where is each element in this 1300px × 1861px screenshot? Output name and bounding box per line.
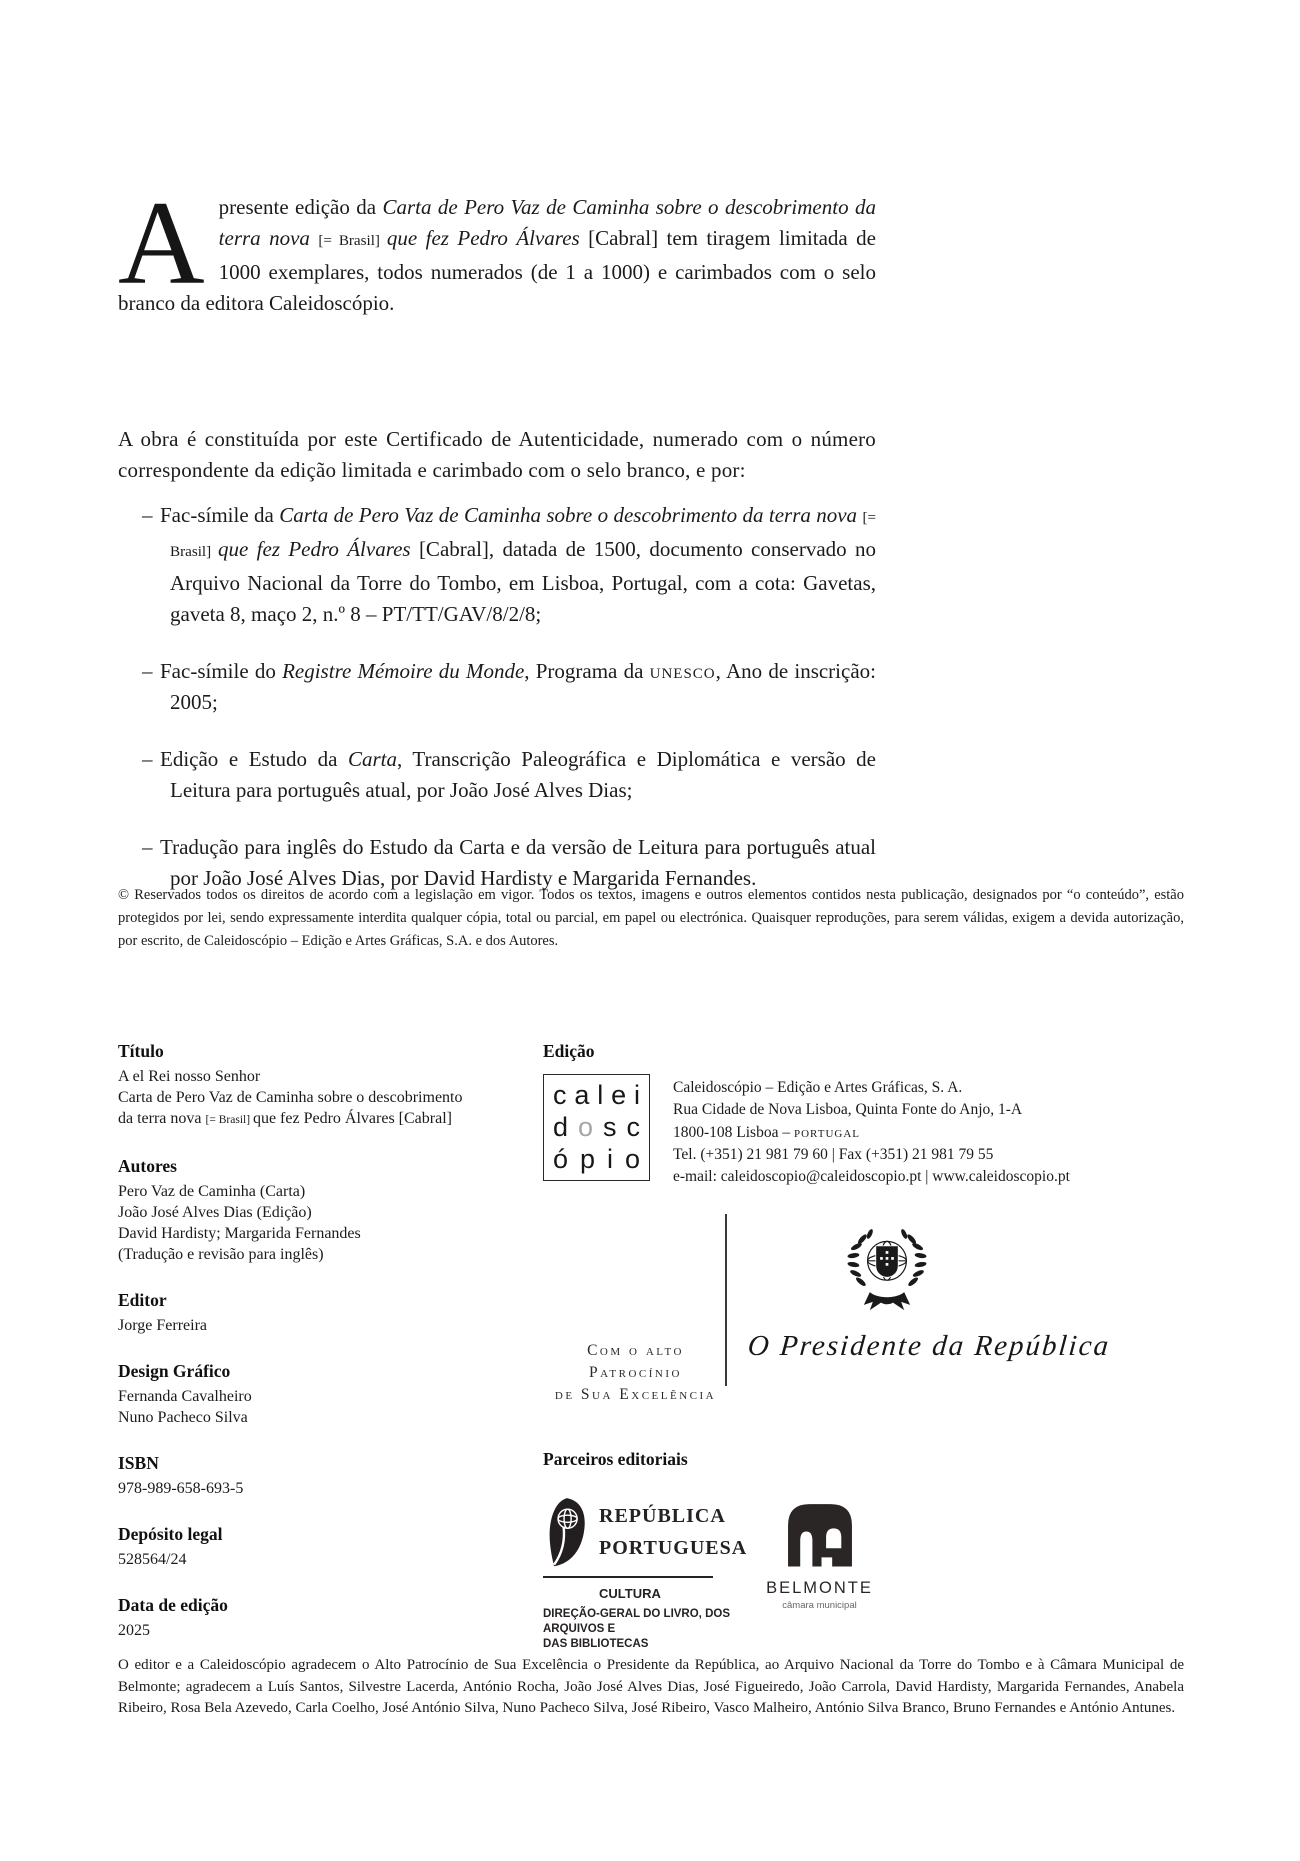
edicao-heading: Edição	[543, 1041, 595, 1061]
belmonte-wordmark: BELMONTE	[766, 1579, 873, 1597]
logo-row: d o s c	[553, 1112, 640, 1142]
publisher-address	[673, 1074, 1070, 1188]
republica-line: REPÚBLICA	[599, 1505, 726, 1527]
caleidoscopio-logo	[543, 1074, 650, 1181]
address-line: e-mail: caleidoscopio@caleidoscopio.pt | www.caleidoscopio.pt	[673, 1168, 1070, 1186]
parceiros-section	[543, 1448, 1188, 1650]
republica-leaf-icon	[543, 1496, 589, 1570]
certificate-paragraph: A obra é constituída por este Certificado de Autenticidade, numerado com o número correspondente da edição limitada e carimbado com o selo branco, e por:	[118, 427, 876, 482]
field-line: Nuno Pacheco Silva	[118, 1409, 248, 1426]
field-editor	[118, 1289, 518, 1336]
field-line: da terra nova [= Brasil] que fez Pedro Álvares [Cabral]	[118, 1110, 452, 1127]
partners-row	[543, 1496, 1188, 1650]
field-line: 528564/24	[118, 1551, 187, 1568]
address-line: Caleidoscópio – Edição e Artes Gráficas, S. A.	[673, 1079, 963, 1096]
field-heading: ISBN	[118, 1453, 159, 1473]
edition-paragraph-text: presente edição da Carta de Pero Vaz de Caminha sobre o descobrimento da terra nova [= Brasil] que fez Pedro Álvares [Cabral] tem tiragem limitada de 1000 exemplares, todos numerados (de 1 a 1000) e carimbados com o selo branco da editora Caleidoscópio.	[118, 195, 876, 315]
list-item-text: Fac-símile do Registre Mémoire du Monde, Programa da unesco, Ano de inscrição: 2005;	[160, 659, 876, 714]
footer-acknowledgments: O editor e a Caleidoscópio agradecem o Alto Patrocínio de Sua Excelência o Presidente da República, ao Arquivo Nacional da Torre do Tombo e à Câmara Municipal de Belmonte; agradecem a Luís Santos, Silvestre Lacerda, António Rocha, João José Alves Dias, José Figueiredo, João Carrola, David Hardisty, Margarida Fernandes, Anabela Ribeiro, Rosa Bela Azevedo, Carla Coelho, José António Silva, Nuno Pacheco Silva, José Ribeiro, Vasco Malheiro, António Silva Branco, Bruno Fernandes e António Antunes.	[118, 1657, 1184, 1716]
parceiros-heading: Parceiros editoriais	[543, 1449, 688, 1469]
field-isbn	[118, 1452, 518, 1499]
drop-cap: A	[118, 176, 205, 309]
field-line: Fernanda Cavalheiro	[118, 1388, 252, 1405]
edicao-section	[543, 1040, 1188, 1188]
republica-rule	[543, 1576, 713, 1578]
patronage-text	[543, 1340, 728, 1406]
field-heading: Título	[118, 1041, 164, 1061]
intro-section	[118, 176, 877, 920]
republica-wordmark	[599, 1496, 747, 1560]
list-dash: –	[142, 659, 153, 683]
field-line: (Tradução e revisão para inglês)	[118, 1246, 324, 1263]
patronage-line: de Sua Excelência	[554, 1386, 717, 1403]
patronage-line: Com o alto Patrocínio	[587, 1342, 684, 1381]
field-line: David Hardisty; Margarida Fernandes	[118, 1225, 361, 1242]
address-line: Tel. (+351) 21 981 79 60 | Fax (+351) 21 981 79 55	[673, 1145, 994, 1163]
field-heading: Depósito legal	[118, 1524, 223, 1544]
field-design-grafico	[118, 1360, 518, 1428]
field-heading: Design Gráfico	[118, 1361, 231, 1381]
field-heading: Editor	[118, 1290, 167, 1310]
field-line: A el Rei nosso Senhor	[118, 1068, 261, 1085]
belmonte-sub-label: câmara municipal	[782, 1600, 857, 1611]
list-dash: –	[142, 835, 153, 859]
field-line: 2025	[118, 1622, 150, 1639]
field-deposito-legal	[118, 1523, 518, 1570]
portuguese-republic-crest-icon	[831, 1218, 943, 1326]
republica-cultura-label: CULTURA	[599, 1586, 661, 1601]
contents-list	[142, 500, 876, 894]
belmonte-logo	[757, 1498, 882, 1611]
address-line: 1800-108 Lisboa – portugal	[673, 1123, 860, 1141]
copyright-notice: © Reservados todos os direitos de acordo com a legislação em vigor. Todos os textos, imagens e outros elementos contidos nesta publicação, designados por “o conteúdo”, estão protegidos por lei, sendo expressamente interdita qualquer cópia, total ou parcial, em papel ou electrónica. Quaisquer reproduções, para serem válidas, exigem a devida autorização, por escrito, de Caleidoscópio – Edição e Artes Gráficas, S.A. e dos Autores.	[118, 887, 1184, 949]
presidential-signature: O Presidente da República	[746, 1330, 1112, 1362]
vertical-divider	[725, 1214, 727, 1386]
republica-direcao-label	[543, 1607, 768, 1652]
field-autores	[118, 1155, 518, 1265]
field-line: Jorge Ferreira	[118, 1317, 207, 1334]
colophon-left-column	[118, 1040, 518, 1665]
list-item-text: Fac-símile da Carta de Pero Vaz de Caminha sobre o descobrimento da terra nova [= Brasil] que fez Pedro Álvares [Cabral], datada de 1500, documento conservado no Arquivo Nacional da Torre do Tombo, em Lisboa, Portugal, com a cota: Gavetas, gaveta 8, maço 2, n.º 8 – PT/TT/GAV/8/2/8;	[160, 503, 877, 626]
republica-sub-line: DAS BIBLIOTECAS	[543, 1638, 649, 1650]
republica-sub-line: DIREÇÃO-GERAL DO LIVRO, DOS ARQUIVOS E	[543, 1608, 730, 1635]
patronage-section	[543, 1212, 1188, 1403]
list-item	[142, 744, 876, 806]
field-line: João José Alves Dias (Edição)	[118, 1204, 312, 1221]
field-line: Pero Vaz de Caminha (Carta)	[118, 1183, 306, 1200]
logo-row: ó p i o	[553, 1144, 640, 1174]
field-titulo	[118, 1040, 518, 1131]
field-data-edicao	[118, 1594, 518, 1641]
field-heading: Data de edição	[118, 1595, 228, 1615]
address-line: Rua Cidade de Nova Lisboa, Quinta Fonte do Anjo, 1-A	[673, 1101, 1023, 1119]
list-item-text: Edição e Estudo da Carta, Transcrição Paleográfica e Diplomática e versão de Leitura para português atual, por João José Alves Dias;	[160, 747, 877, 802]
list-dash: –	[142, 503, 153, 527]
edition-paragraph	[118, 176, 876, 319]
list-item	[142, 500, 876, 630]
field-heading: Autores	[118, 1156, 177, 1176]
list-item	[142, 656, 876, 718]
republica-portuguesa-logo	[543, 1496, 768, 1652]
field-line: Carta de Pero Vaz de Caminha sobre o descobrimento	[118, 1089, 463, 1106]
field-line: 978-989-658-693-5	[118, 1480, 244, 1497]
list-item-text: Tradução para inglês do Estudo da Carta e da versão de Leitura para português atual por João José Alves Dias, por David Hardisty e Margarida Fernandes.	[160, 835, 876, 890]
republica-top	[543, 1496, 768, 1570]
belmonte-m-icon	[780, 1498, 860, 1568]
logo-row: c a l e i	[553, 1080, 640, 1110]
republica-line: PORTUGUESA	[599, 1537, 748, 1559]
publisher-row	[543, 1074, 1188, 1188]
list-dash: –	[142, 747, 153, 771]
